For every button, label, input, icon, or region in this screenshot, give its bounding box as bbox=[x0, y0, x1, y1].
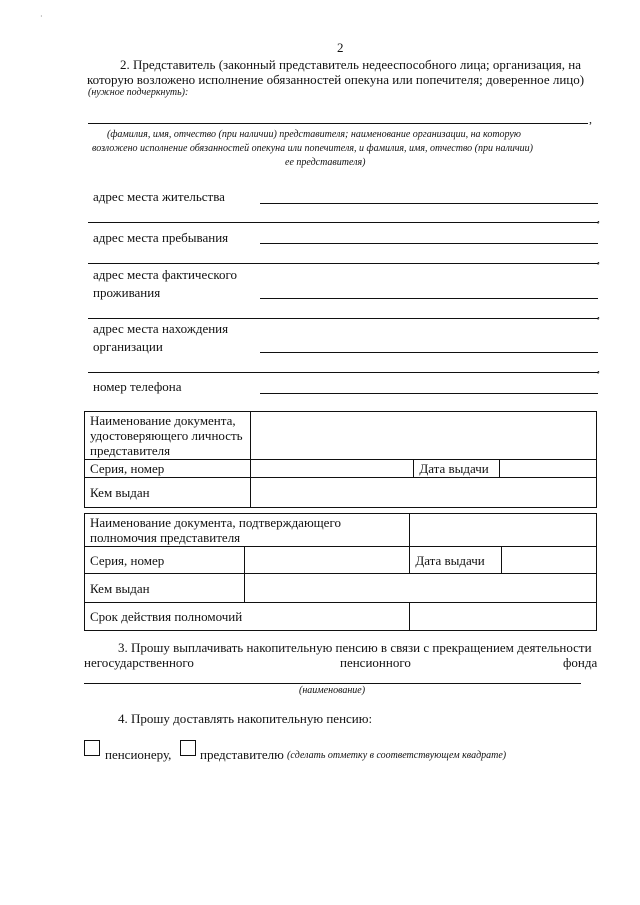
actual-line[interactable] bbox=[260, 298, 598, 299]
stay-label: адрес места пребывания bbox=[93, 230, 229, 245]
representative-option-label: представителю bbox=[200, 747, 284, 762]
section2-line2: которую возложено исполнение обязанностей опекуна или попечителя; доверенное лицо) bbox=[87, 72, 585, 87]
identity-doc-name-cell bbox=[85, 412, 251, 460]
stay-line-2[interactable] bbox=[88, 263, 598, 264]
identity-issue-date-label: Дата выдачи bbox=[414, 460, 500, 478]
section3-word-2: пенсионного bbox=[340, 655, 411, 670]
comma: , bbox=[597, 307, 600, 321]
section3-word-3: фонда bbox=[563, 655, 598, 670]
residence-line[interactable] bbox=[260, 203, 598, 204]
authority-document-table bbox=[84, 513, 597, 631]
underline-hint: (нужное подчеркнуть): bbox=[88, 87, 189, 98]
actual-label-1: адрес места фактического bbox=[93, 267, 237, 282]
org-line[interactable] bbox=[260, 352, 598, 353]
identity-doc-name-value[interactable] bbox=[250, 412, 596, 460]
section2-line1: 2. Представитель (законный представитель недееспособного лица; организация, на bbox=[120, 57, 581, 72]
section3-word-1: негосударственного bbox=[84, 655, 194, 670]
identity-issue-date-value[interactable] bbox=[500, 460, 597, 478]
comma: , bbox=[597, 252, 600, 266]
authority-doc-name-1: Наименование документа, подтверждающего bbox=[90, 515, 341, 530]
authority-validity-value[interactable] bbox=[410, 603, 597, 631]
authority-issue-date-label: Дата выдачи bbox=[410, 547, 502, 574]
name-caption-1: (фамилия, имя, отчество (при наличии) представителя; наименование организации, на которую bbox=[107, 129, 521, 140]
actual-line-2[interactable] bbox=[88, 318, 598, 319]
representative-name-line[interactable] bbox=[88, 123, 588, 124]
pensioner-option-label: пенсионеру, bbox=[105, 747, 172, 762]
name-caption-2: возложено исполнение обязанностей опекуна или попечителя, и фамилия, имя, отчество (при наличии) bbox=[92, 143, 533, 154]
identity-issued-by-value[interactable] bbox=[250, 478, 596, 508]
comma: , bbox=[597, 361, 600, 375]
authority-series-label: Серия, номер bbox=[85, 547, 245, 574]
stay-line[interactable] bbox=[260, 243, 598, 244]
identity-document-table bbox=[84, 411, 597, 508]
identity-series-label: Серия, номер bbox=[85, 460, 251, 478]
comma: , bbox=[589, 112, 592, 126]
identity-doc-name-3: представителя bbox=[90, 443, 171, 458]
representative-checkbox[interactable] bbox=[180, 740, 196, 756]
corner-mark: · bbox=[40, 12, 43, 21]
identity-doc-name-2: удостоверяющего личность bbox=[90, 428, 243, 443]
authority-validity-label: Срок действия полномочий bbox=[85, 603, 410, 631]
authority-doc-name-value[interactable] bbox=[410, 514, 597, 547]
page-number: 2 bbox=[337, 40, 344, 55]
authority-issued-by-label: Кем выдан bbox=[85, 574, 245, 603]
org-label-1: адрес места нахождения bbox=[93, 321, 229, 336]
authority-doc-name-2: полномочия представителя bbox=[90, 530, 241, 545]
comma: , bbox=[597, 211, 600, 225]
authority-issue-date-value[interactable] bbox=[502, 547, 597, 574]
section4-line1: 4. Прошу доставлять накопительную пенсию: bbox=[118, 711, 373, 726]
residence-line-2[interactable] bbox=[88, 222, 598, 223]
residence-label: адрес места жительства bbox=[93, 189, 225, 204]
fund-name-caption: (наименование) bbox=[299, 685, 366, 696]
phone-line[interactable] bbox=[260, 393, 598, 394]
authority-issued-by-value[interactable] bbox=[244, 574, 596, 603]
phone-label: номер телефона bbox=[93, 379, 182, 394]
actual-label-2: проживания bbox=[93, 285, 161, 300]
org-line-2[interactable] bbox=[88, 372, 598, 373]
section3-line1: 3. Прошу выплачивать накопительную пенсию в связи с прекращением деятельности bbox=[118, 640, 592, 655]
authority-series-value[interactable] bbox=[244, 547, 410, 574]
pensioner-checkbox[interactable] bbox=[84, 740, 100, 756]
identity-issued-by-label: Кем выдан bbox=[85, 478, 251, 508]
authority-doc-name-cell bbox=[85, 514, 410, 547]
org-label-2: организации bbox=[93, 339, 163, 354]
identity-doc-name-1: Наименование документа, bbox=[90, 413, 236, 428]
identity-series-value[interactable] bbox=[250, 460, 414, 478]
checkbox-hint: (сделать отметку в соответствующем квадрате) bbox=[287, 750, 507, 761]
name-caption-3: ее представителя) bbox=[285, 157, 366, 168]
